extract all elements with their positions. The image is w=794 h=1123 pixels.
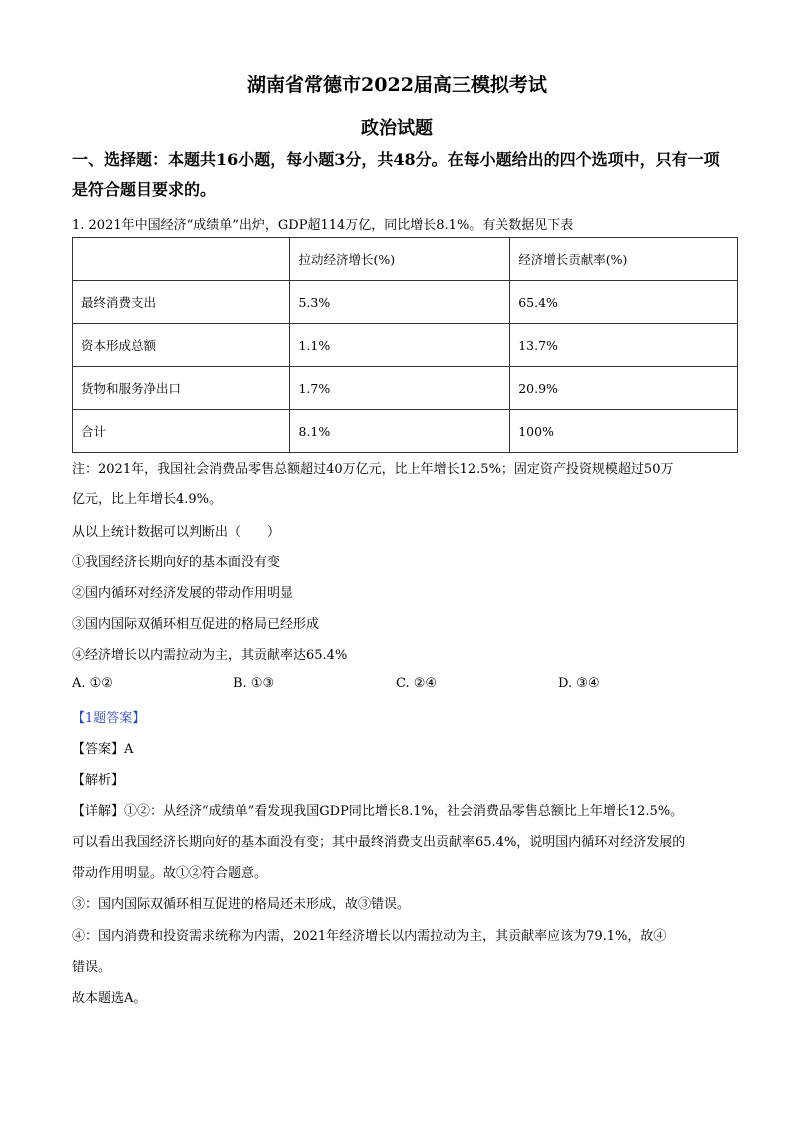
detail-line: 带动作用明显。故①②符合题意。 <box>72 866 268 881</box>
table-cell: 13.7% <box>510 324 738 367</box>
detail-line: ④：国内消费和投资需求统称为内需，2021年经济增长以内需拉动为主，其贡献率应该为79.1%，故④ <box>72 929 667 944</box>
data-table <box>72 237 738 453</box>
exam-subtitle: 政治试题 <box>361 118 433 139</box>
option-b: B. ①③ <box>233 676 275 691</box>
table-cell: 1.7% <box>290 367 510 410</box>
table-row <box>73 281 738 324</box>
table-cell: 合计 <box>73 410 290 453</box>
option-c: C. ②④ <box>396 676 438 691</box>
detail-line: 错误。 <box>72 960 112 975</box>
table-cell: 8.1% <box>290 410 510 453</box>
table-cell: 20.9% <box>510 367 738 410</box>
option-a: A. ①② <box>72 676 113 691</box>
table-cell: 65.4% <box>510 281 738 324</box>
table-header-cell <box>73 238 290 281</box>
table-header-row <box>73 238 738 281</box>
table-cell: 5.3% <box>290 281 510 324</box>
table-cell: 货物和服务净出口 <box>73 367 290 410</box>
section-header: 一、选择题：本题共16小题，每小题3分，共48分。在每小题给出的四个选项中，只有一项是符合题目要求的。 <box>72 150 720 199</box>
detail-line: 【详解】①②：从经济“成绩单”看发现我国GDP同比增长8.1%，社会消费品零售总额比上年增长12.5%。 <box>72 804 684 819</box>
detail-line: ③：国内国际双循环相互促进的格局还未形成，故③错误。 <box>72 897 411 912</box>
statement-2: ②国内循环对经济发展的带动作用明显 <box>72 586 294 601</box>
statement-3: ③国内国际双循环相互促进的格局已经形成 <box>72 617 320 632</box>
answer-text: 【答案】A <box>72 742 134 757</box>
statement-4: ④经济增长以内需拉动为主，其贡献率达65.4% <box>72 648 348 663</box>
exam-title: 湖南省常德市2022届高三模拟考试 <box>247 74 547 96</box>
table-row <box>73 410 738 453</box>
detail-line: 故本题选A。 <box>72 991 147 1006</box>
table-row <box>73 367 738 410</box>
table-header-cell: 经济增长贡献率(%) <box>510 238 738 281</box>
statement-1: ①我国经济长期向好的基本面没有变 <box>72 555 281 570</box>
question-prompt: 从以上统计数据可以判断出（ ） <box>72 525 281 540</box>
answer-header: 【1题答案】 <box>72 711 146 726</box>
table-cell: 最终消费支出 <box>73 281 290 324</box>
table-header-cell: 拉动经济增长(%) <box>290 238 510 281</box>
question-stem: 1. 2021年中国经济“成绩单”出炉，GDP超114万亿，同比增长8.1%。有关数据见下表 <box>72 218 574 233</box>
table-cell: 100% <box>510 410 738 453</box>
option-d: D. ③④ <box>558 676 600 691</box>
note-line: 亿元，比上年增长4.9%。 <box>72 492 223 507</box>
table-cell: 1.1% <box>290 324 510 367</box>
table-row <box>73 324 738 367</box>
analysis-header: 【解析】 <box>72 773 125 788</box>
note-line: 注：2021年，我国社会消费品零售总额超过40万亿元，比上年增长12.5%；固定资产投资规模超过50万 <box>72 462 674 477</box>
detail-line: 可以看出我国经济长期向好的基本面没有变；其中最终消费支出贡献率65.4%，说明国内循环对经济发展的 <box>72 835 686 850</box>
table-cell: 资本形成总额 <box>73 324 290 367</box>
